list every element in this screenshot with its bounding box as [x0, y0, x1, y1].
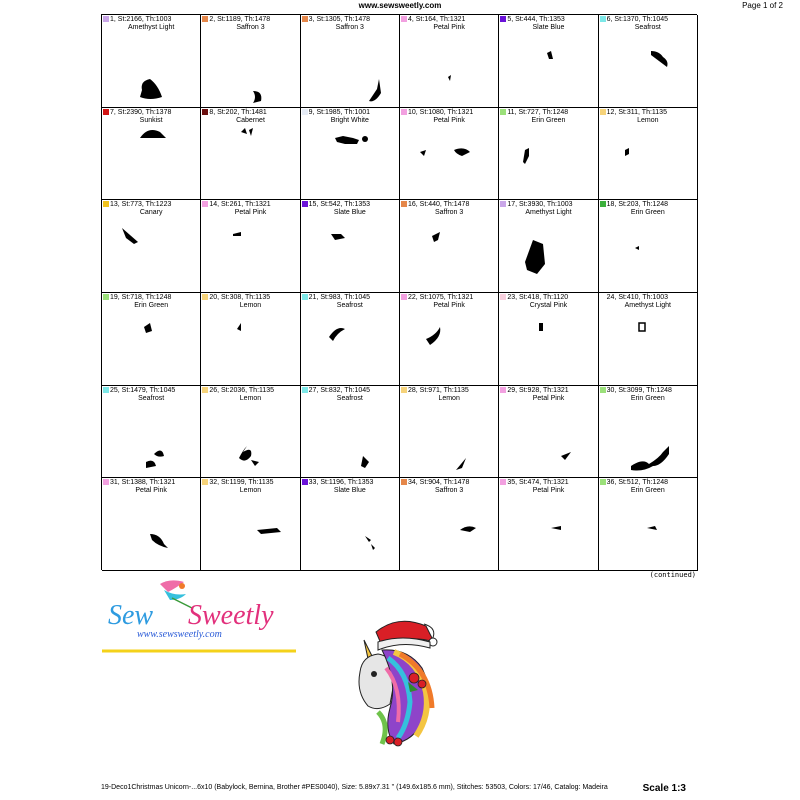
- color-stop-cell: [201, 478, 300, 571]
- stitch-preview: [400, 386, 498, 478]
- cell-thread-name: Amethyst Light: [128, 24, 175, 31]
- cell-thread-name: Saffron 3: [236, 24, 265, 31]
- cell-stitch-info: 32, St:1199, Th:1135: [209, 479, 274, 487]
- cell-stitch-info: 11, St:727, Th:1248: [507, 108, 569, 116]
- color-stop-cell: [201, 15, 300, 108]
- cell-thread-name: Petal Pink: [135, 487, 167, 495]
- cell-thread-name: Crystal Pink: [529, 302, 568, 309]
- cell-thread-name: Lemon: [239, 487, 262, 495]
- stitch-preview: [599, 108, 697, 200]
- stitch-preview: [201, 478, 299, 570]
- stitch-preview: [599, 15, 697, 107]
- cell-thread-name: Lemon: [637, 116, 659, 124]
- color-stop-cell: [599, 15, 698, 108]
- color-stop-cell: [102, 386, 201, 479]
- color-stop-cell: [102, 478, 201, 571]
- continued-label: (continued): [649, 571, 696, 579]
- cell-stitch-info: 2, St:1189, Th:1478: [209, 16, 271, 23]
- page-number: Page 1 of 2: [742, 1, 783, 10]
- svg-text:Sew: Sew: [108, 600, 154, 631]
- color-stop-grid: [101, 14, 697, 570]
- sew-sweetly-logo: [100, 578, 300, 658]
- color-stop-cell: [102, 108, 201, 201]
- cell-stitch-info: 29, St:928, Th:1321: [507, 386, 569, 394]
- stitch-preview: [400, 293, 498, 385]
- cell-stitch-info: 24, St:410, Th:1003: [606, 294, 669, 301]
- color-stop-cell: [301, 200, 400, 293]
- cell-stitch-info: 28, St:971, Th:1135: [407, 386, 469, 394]
- cell-thread-name: Saffron 3: [335, 24, 364, 31]
- color-stop-cell: [499, 293, 598, 386]
- design-info-footer: 19-Deco1Christmas Unicorn-...6x10 (Babylock, Bernina, Brother #PES0040), Size: 5.89x7.31 " (149.6x185.6 mm), Stitches: 53503, Colors: 17/46, Catalog: Madeira: [101, 784, 608, 791]
- site-url[interactable]: www.sewsweetly.com: [358, 1, 442, 10]
- cell-thread-name: Petal Pink: [234, 209, 267, 217]
- color-stop-cell: [400, 386, 499, 479]
- stitch-preview: [301, 108, 399, 200]
- christmas-unicorn-design-preview: [338, 612, 458, 752]
- cell-stitch-info: 36, St:512, Th:1248: [606, 479, 669, 487]
- cell-stitch-info: 25, St:1479, Th:1045: [110, 386, 176, 394]
- cell-stitch-info: 13, St:773, Th:1223: [110, 201, 172, 209]
- cell-thread-name: Bright White: [330, 116, 369, 124]
- color-stop-cell: [599, 200, 698, 293]
- cell-stitch-info: 33, St:1196, Th:1353: [308, 479, 374, 487]
- color-stop-cell: [201, 108, 300, 201]
- stitch-preview: [301, 478, 399, 570]
- cell-thread-name: Seafrost: [336, 394, 363, 402]
- cell-thread-name: Erin Green: [531, 116, 566, 124]
- stitch-preview: [102, 293, 200, 385]
- cell-thread-name: Lemon: [438, 394, 460, 402]
- color-stop-cell: [599, 293, 698, 386]
- stitch-preview: [400, 200, 498, 292]
- stitch-preview: [102, 15, 200, 107]
- cell-stitch-info: 15, St:542, Th:1353: [308, 201, 371, 209]
- color-stop-cell: [599, 478, 698, 571]
- cell-thread-name: Saffron 3: [435, 487, 464, 495]
- cell-thread-name: Amethyst Light: [525, 209, 572, 217]
- stitch-preview: [400, 108, 498, 200]
- stitch-preview: [102, 386, 200, 478]
- cell-stitch-info: 5, St:444, Th:1353: [507, 16, 565, 23]
- cell-stitch-info: 19, St:718, Th:1248: [110, 294, 172, 301]
- color-stop-cell: [400, 293, 499, 386]
- cell-stitch-info: 30, St:3099, Th:1248: [606, 386, 672, 394]
- color-stop-cell: [400, 478, 499, 571]
- cell-thread-name: Seafrost: [138, 394, 165, 402]
- cell-thread-name: Seafrost: [336, 302, 363, 309]
- color-stop-cell: [301, 386, 400, 479]
- stitch-preview: [400, 478, 498, 570]
- color-stop-cell: [201, 200, 300, 293]
- cell-thread-name: Slate Blue: [532, 24, 565, 31]
- color-stop-cell: [201, 386, 300, 479]
- cell-thread-name: Sunkist: [139, 116, 163, 124]
- scale-label: Scale 1:3: [642, 783, 686, 794]
- cell-thread-name: Slate Blue: [333, 487, 366, 495]
- cell-stitch-info: 31, St:1388, Th:1321: [110, 479, 176, 487]
- cell-stitch-info: 10, St:1080, Th:1321: [407, 108, 474, 116]
- cell-stitch-info: 26, St:2036, Th:1135: [209, 386, 275, 394]
- stitch-preview: [499, 108, 597, 200]
- stitch-preview: [599, 293, 697, 385]
- cell-thread-name: Saffron 3: [435, 209, 464, 217]
- cell-stitch-info: 14, St:261, Th:1321: [209, 201, 271, 209]
- cell-thread-name: Canary: [139, 209, 163, 217]
- cell-stitch-info: 9, St:1985, Th:1001: [308, 108, 371, 116]
- cell-stitch-info: 20, St:308, Th:1135: [209, 294, 271, 301]
- cell-stitch-info: 17, St:3930, Th:1003: [507, 201, 573, 209]
- cell-stitch-info: 6, St:1370, Th:1045: [606, 16, 669, 23]
- stitch-preview: [301, 293, 399, 385]
- stitch-preview: [301, 200, 399, 292]
- stitch-preview: [201, 15, 299, 107]
- stitch-preview: [599, 478, 697, 570]
- cell-thread-name: Erin Green: [630, 209, 665, 217]
- stitch-preview: [599, 386, 697, 478]
- cell-stitch-info: 16, St:440, Th:1478: [407, 201, 470, 209]
- cell-stitch-info: 18, St:203, Th:1248: [606, 201, 669, 209]
- stitch-preview: [499, 15, 597, 107]
- cell-stitch-info: 27, St:832, Th:1045: [308, 386, 371, 394]
- cell-thread-name: Slate Blue: [333, 209, 366, 217]
- stitch-preview: [201, 293, 299, 385]
- cell-thread-name: Petal Pink: [433, 302, 465, 309]
- cell-thread-name: Erin Green: [134, 302, 169, 309]
- cell-stitch-info: 21, St:983, Th:1045: [308, 294, 371, 301]
- cell-thread-name: Petal Pink: [433, 24, 465, 31]
- color-stop-cell: [599, 386, 698, 479]
- cell-stitch-info: 7, St:2390, Th:1378: [110, 108, 172, 116]
- stitch-preview: [400, 15, 498, 107]
- color-stop-cell: [301, 108, 400, 201]
- cell-stitch-info: 12, St:311, Th:1135: [606, 108, 667, 116]
- stitch-preview: [499, 386, 597, 478]
- stitch-preview: [499, 478, 597, 570]
- stitch-preview: [102, 200, 200, 292]
- cell-thread-name: Cabernet: [236, 116, 265, 124]
- color-stop-cell: [301, 478, 400, 571]
- stitch-preview: [301, 386, 399, 478]
- color-stop-cell: [499, 478, 598, 571]
- stitch-preview: [301, 15, 399, 107]
- svg-text:Sweetly: Sweetly: [188, 600, 274, 631]
- stitch-preview: [201, 200, 299, 292]
- stitch-preview: [201, 108, 299, 200]
- color-stop-cell: [599, 108, 698, 201]
- color-stop-cell: [400, 15, 499, 108]
- color-stop-cell: [400, 108, 499, 201]
- cell-thread-name: Seafrost: [634, 24, 661, 31]
- cell-thread-name: Erin Green: [630, 487, 665, 495]
- stitch-preview: [499, 200, 597, 292]
- cell-thread-name: Petal Pink: [532, 394, 565, 402]
- color-stop-cell: [201, 293, 300, 386]
- logo-url[interactable]: www.sewsweetly.com: [137, 629, 222, 640]
- cell-stitch-info: 8, St:202, Th:1481: [209, 108, 267, 116]
- stitch-preview: [599, 200, 697, 292]
- color-stop-cell: [102, 293, 201, 386]
- color-stop-cell: [301, 293, 400, 386]
- stitch-preview: [201, 386, 299, 478]
- cell-thread-name: Lemon: [239, 394, 262, 402]
- color-stop-cell: [400, 200, 499, 293]
- color-stop-cell: [499, 15, 598, 108]
- cell-stitch-info: 35, St:474, Th:1321: [507, 479, 569, 487]
- cell-stitch-info: 3, St:1305, Th:1478: [308, 16, 371, 23]
- color-stop-cell: [499, 386, 598, 479]
- cell-stitch-info: 34, St:904, Th:1478: [407, 479, 470, 487]
- stitch-preview: [499, 293, 597, 385]
- cell-thread-name: Lemon: [239, 302, 262, 309]
- cell-thread-name: Erin Green: [630, 394, 665, 402]
- cell-thread-name: Petal Pink: [532, 487, 565, 495]
- stitch-preview: [102, 108, 200, 200]
- color-stop-cell: [102, 200, 201, 293]
- stitch-preview: [102, 478, 200, 570]
- color-stop-cell: [499, 200, 598, 293]
- cell-thread-name: Petal Pink: [433, 116, 465, 124]
- cell-stitch-info: 23, St:418, Th:1120: [507, 294, 569, 301]
- cell-stitch-info: 4, St:164, Th:1321: [407, 16, 466, 23]
- cell-thread-name: Amethyst Light: [624, 302, 671, 309]
- cell-stitch-info: 1, St:2166, Th:1003: [110, 16, 172, 23]
- color-stop-cell: [102, 15, 201, 108]
- color-stop-cell: [499, 108, 598, 201]
- cell-stitch-info: 22, St:1075, Th:1321: [407, 294, 474, 301]
- color-stop-cell: [301, 15, 400, 108]
